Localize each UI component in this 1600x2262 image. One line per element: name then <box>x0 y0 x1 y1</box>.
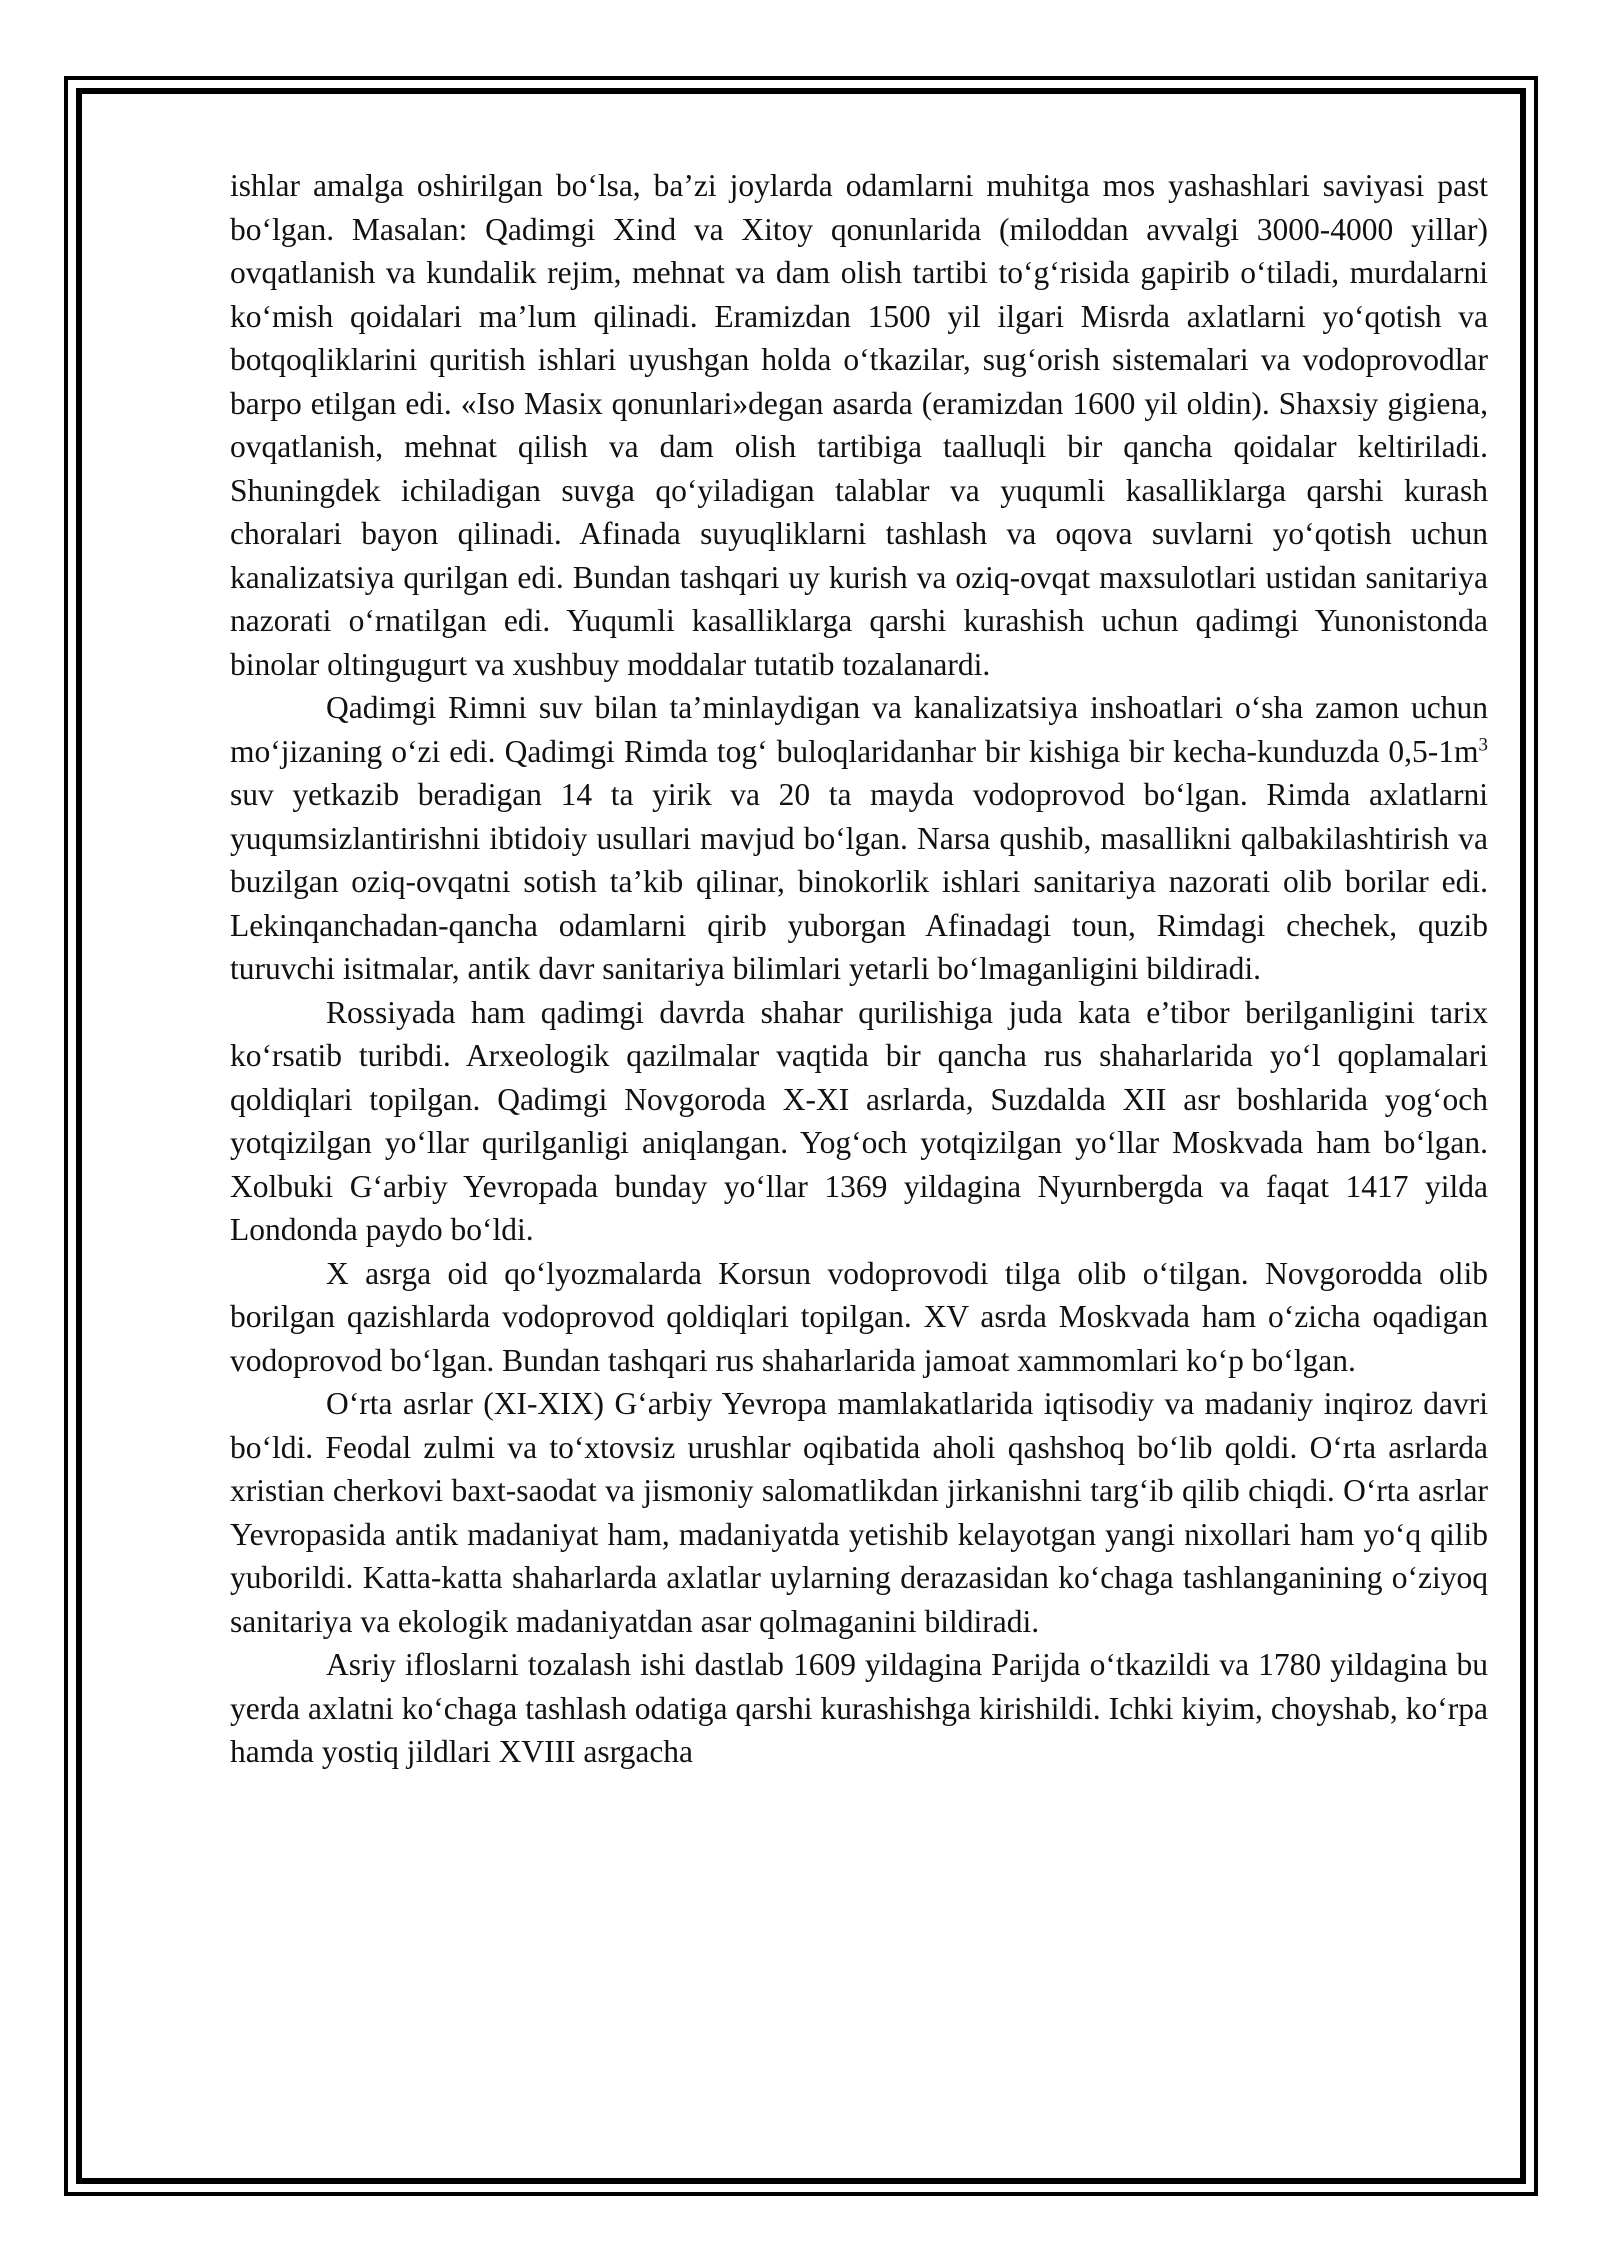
paragraph-4: X asrga oid qo‘lyozmalarda Korsun vodoprovodi tilga olib o‘tilgan. Novgorodda olib borilgan qazishlarda vodoprovod qoldiqlari topilgan. XV asrda Moskvada ham o‘zicha oqadigan vodoprovod bo‘lgan. Bundan tashqari rus shaharlarida jamoat xammomlari ko‘p bo‘lgan. <box>230 1255 1488 1378</box>
paragraph-2-text-after: suv yetkazib beradigan 14 ta yirik va 20 ta mayda vodoprovod bo‘lgan. Rimda axlatlarni yuqumsizlantirishni ibtidoiy usullari mavjud bo‘lgan. Narsa qushib, masallikni qalbakilashtirish va buzilgan oziq-ovqatni sotish ta’kib qilinar, binokorlik ishlari sanitariya nazorati olib borilar edi. Lekinqanchadan-qancha odamlarni qirib yuborgan Afinadagi toun, Rimdagi chechek, quzib turuvchi isitmalar, antik davr sanitariya bilimlari yetarli bo‘lmaganligini bildiradi. <box>230 777 1488 986</box>
paragraph-5: O‘rta asrlar (XI-XIX) G‘arbiy Yevropa mamlakatlarida iqtisodiy va madaniy inqiroz davri bo‘ldi. Feodal zulmi va to‘xtovsiz urushlar oqibatida aholi qashshoq bo‘lib qoldi. O‘rta asrlarda xristian cherkovi baxt-saodat va jismoniy salomatlikdan jirkanishni targ‘ib qilib chiqdi. O‘rta asrlar Yevropasida antik madaniyat ham, madaniyatda yetishib kelayotgan yangi nixollari ham yo‘q qilib yuborildi. Katta-katta shaharlarda axlatlar uylarning derazasidan ko‘chaga tashlanganining o‘ziyoq sanitariya va ekologik madaniyatdan asar qolmaganini bildiradi. <box>230 1386 1488 1639</box>
paragraph-6: Asriy ifloslarni tozalash ishi dastlab 1609 yildagina Parijda o‘tkazildi va 1780 yildagina bu yerda axlatni ko‘chaga tashlash odatiga qarshi kurashishga kirishildi. Ichki kiyim, choyshab, ko‘rpa hamda yostiq jildlari XVIII asrgacha <box>230 1647 1488 1769</box>
paragraph-3: Rossiyada ham qadimgi davrda shahar qurilishiga juda kata e’tibor berilganligini tarix ko‘rsatib turibdi. Arxeologik qazilmalar vaqtida bir qancha rus shaharlarida yo‘l qoplamalari qoldiqlari topilgan. Qadimgi Novgoroda X-XI asrlarda, Suzdalda XII asr boshlarida yog‘och yotqizilgan yo‘llar qurilganligi aniqlangan. Yog‘och yotqizilgan yo‘llar Moskvada ham bo‘lgan. Xolbuki G‘arbiy Yevropada bunday yo‘llar 1369 yildagina Nyurnbergda va faqat 1417 yilda Londonda paydo bo‘ldi. <box>230 994 1488 1247</box>
document-body <box>230 164 1488 1774</box>
cubic-superscript: 3 <box>1478 734 1488 755</box>
paragraph-2 <box>230 686 1488 991</box>
paragraph-1: ishlar amalga oshirilgan bo‘lsa, ba’zi joylarda odamlarni muhitga mos yashashlari saviyasi past bo‘lgan. Masalan: Qadimgi Xind va Xitoy qonunlarida (miloddan avvalgi 3000-4000 yillar) ovqatlanish va kundalik rejim, mehnat va dam olish tartibi to‘g‘risida gapirib o‘tiladi, murdalarni ko‘mish qoidalari ma’lum qilinadi. Eramizdan 1500 yil ilgari Misrda axlatlarni yo‘qotish va botqoqliklarini quritish ishlari uyushgan holda o‘tkazilar, sug‘orish sistemalari va vodoprovodlar barpo etilgan edi. «Iso Masix qonunlari»degan asarda (eramizdan 1600 yil oldin). Shaxsiy gigiena, ovqatlanish, mehnat qilish va dam olish tartibiga taalluqli bir qancha qoidalar keltiriladi. Shuningdek ichiladigan suvga qo‘yiladigan talablar va yuqumli kasalliklarga qarshi kurash choralari bayon qilinadi. Afinada suyuqliklarni tashlash va oqova suvlarni yo‘qotish uchun kanalizatsiya qurilgan edi. Bundan tashqari uy kurish va oziq-ovqat maxsulotlari ustidan sanitariya nazorati o‘rnatilgan edi. Yuqumli kasalliklarga qarshi kurashish uchun qadimgi Yunonistonda binolar oltingugurt va xushbuy moddalar tutatib tozalanardi. <box>230 168 1488 682</box>
paragraph-2-text-before: Qadimgi Rimni suv bilan ta’minlaydigan va kanalizatsiya inshoatlari o‘sha zamon uchun mo‘jizaning o‘zi edi. Qadimgi Rimda tog‘ buloqlaridanhar bir kishiga bir kecha-kunduzda 0,5-1m <box>230 690 1488 769</box>
